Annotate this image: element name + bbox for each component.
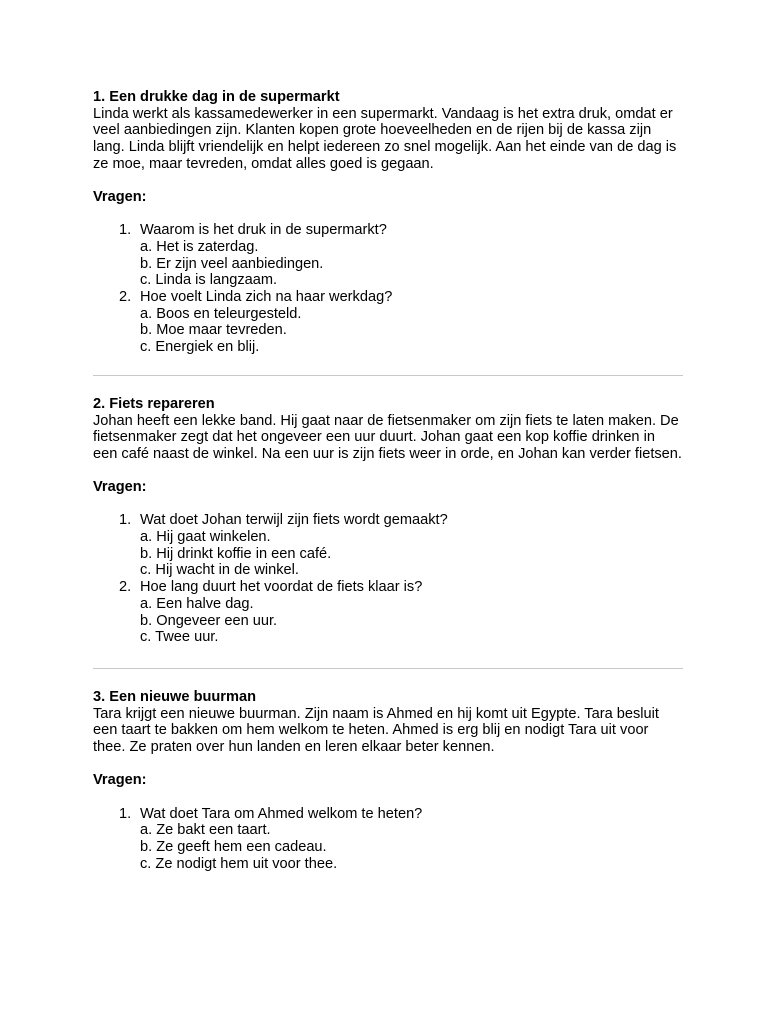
section-body: Linda werkt als kassamedewerker in een supermarkt. Vandaag is het extra druk, omdat er veel aanbiedingen zijn. Klanten kopen grote hoeveelheden en de rijen bij de kassa zijn lang. Linda blijft vriendelijk en helpt iedereen zo snel mogelijk. Aan het einde van de dag is ze moe, maar tevreden, omdat alles goed is gegaan. [93, 105, 677, 172]
answer-option: c. Twee uur. [140, 629, 219, 646]
question-number: 1. [119, 512, 132, 529]
answer-option: c. Energiek en blij. [140, 339, 260, 356]
question-text: Wat doet Tara om Ahmed welkom te heten? [140, 805, 423, 822]
question-number: 2. [119, 289, 132, 306]
answer-option: a. Het is zaterdag. [140, 238, 259, 255]
question-list [93, 512, 683, 646]
questions-heading: Vragen: [93, 188, 147, 205]
answer-option: c. Linda is langzaam. [140, 272, 278, 289]
question-number: 1. [119, 222, 132, 239]
question-item [93, 806, 683, 873]
question-item [93, 222, 683, 289]
questions-heading: Vragen: [93, 478, 147, 495]
question-list [93, 806, 683, 873]
answer-option: b. Er zijn veel aanbiedingen. [140, 255, 324, 272]
section-supermarket [93, 89, 683, 356]
question-text: Wat doet Johan terwijl zijn fiets wordt gemaakt? [140, 512, 448, 529]
answer-option: b. Hij drinkt koffie in een café. [140, 545, 332, 562]
answer-option: a. Boos en teleurgesteld. [140, 305, 302, 322]
question-number: 1. [119, 805, 132, 822]
question-text: Hoe voelt Linda zich na haar werkdag? [140, 289, 393, 306]
answer-option: c. Hij wacht in de winkel. [140, 562, 299, 579]
section-body: Johan heeft een lekke band. Hij gaat naar de fietsenmaker om zijn fiets te laten maken. De fietsenmaker zegt dat het ongeveer een uur duurt. Johan gaat een kop koffie drinken in een café naast de winkel. Na een uur is zijn fiets weer in orde, en Johan kan verder fietsen. [93, 412, 682, 462]
answer-option: c. Ze nodigt hem uit voor thee. [140, 855, 338, 872]
question-text: Waarom is het druk in de supermarkt? [140, 222, 387, 239]
question-text: Hoe lang duurt het voordat de fiets klaar is? [140, 579, 423, 596]
answer-option: b. Ongeveer een uur. [140, 612, 278, 629]
section-bike-repair [93, 396, 683, 646]
section-divider [93, 375, 683, 376]
question-number: 2. [119, 579, 132, 596]
question-item [93, 289, 683, 356]
question-list [93, 222, 683, 356]
section-new-neighbour [93, 689, 683, 872]
question-item [93, 512, 683, 579]
answer-option: b. Ze geeft hem een cadeau. [140, 838, 327, 855]
section-title: 3. Een nieuwe buurman [93, 688, 256, 705]
answer-option: a. Een halve dag. [140, 595, 254, 612]
answer-option: a. Ze bakt een taart. [140, 822, 271, 839]
questions-heading: Vragen: [93, 771, 147, 788]
section-body: Tara krijgt een nieuwe buurman. Zijn naam is Ahmed en hij komt uit Egypte. Tara besluit een taart te bakken om hem welkom te heten. Ahmed is erg blij en nodigt Tara uit voor thee. Ze praten over hun landen en leren elkaar beter kennen. [93, 705, 659, 756]
answer-option: b. Moe maar tevreden. [140, 322, 287, 339]
document [93, 89, 683, 872]
question-item [93, 579, 683, 646]
answer-option: a. Hij gaat winkelen. [140, 529, 271, 546]
section-divider [93, 668, 683, 669]
section-title: 1. Een drukke dag in de supermarkt [93, 89, 340, 105]
section-title: 2. Fiets repareren [93, 395, 215, 412]
